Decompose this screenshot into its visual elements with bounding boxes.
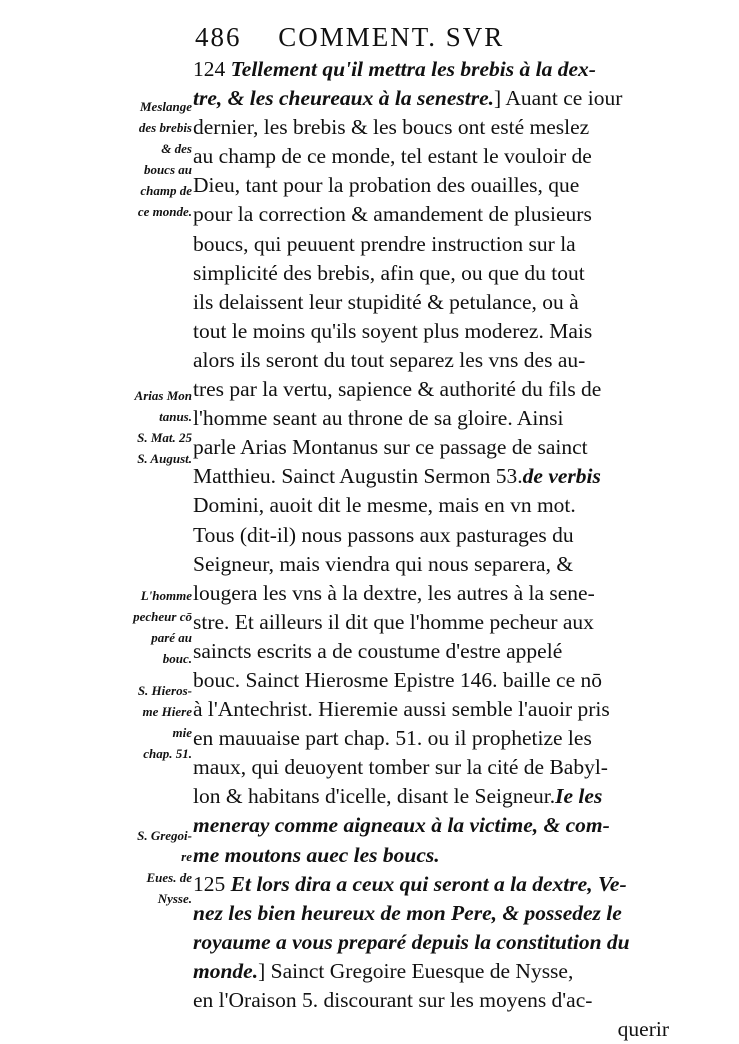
- text-roman: ] Auant ce iour: [494, 86, 623, 111]
- text-roman: boucs, qui peuuent prendre instruction sur la: [193, 231, 576, 256]
- text-roman: 124: [193, 57, 231, 81]
- margin-note-gregoire: [96, 825, 192, 909]
- text-line: [193, 811, 669, 840]
- text-italic: me moutons auec les boucs.: [193, 842, 440, 867]
- text-line: [193, 171, 669, 200]
- text-roman: bouc. Sainct Hierosme Epistre 146. baille ce nō: [193, 667, 602, 692]
- text-roman: l'homme seant au throne de sa gloire. Ainsi: [193, 406, 564, 431]
- margin-note-line: pecheur cō: [133, 609, 192, 624]
- margin-note-line: Meslange: [140, 99, 192, 114]
- text-roman: Matthieu. Sainct Augustin Sermon 53.: [193, 464, 523, 489]
- running-title: COMMENT. SVR: [278, 22, 505, 52]
- text-roman: saincts escrits a de coustume d'estre appelé: [193, 638, 563, 663]
- text-italic: meneray comme aigneaux à la victime, & com-: [193, 813, 610, 838]
- text-roman: ] Sainct Gregoire Euesque de Nysse,: [258, 958, 574, 983]
- text-line: [193, 84, 669, 113]
- text-line: [193, 317, 669, 346]
- text-italic: monde.: [193, 958, 259, 983]
- text-roman: Seigneur, mais viendra qui nous separera, &: [193, 551, 574, 576]
- text-italic: tre, & les cheureaux à la senestre.: [193, 86, 494, 111]
- margin-note-line: & des: [161, 141, 192, 156]
- margin-note-line: S. Hieros-: [137, 683, 192, 698]
- text-roman: tres par la vertu, sapience & authorité du fils de: [193, 377, 602, 402]
- text-roman: pour la correction & amandement de plusieurs: [193, 202, 592, 227]
- text-line: [193, 928, 669, 957]
- margin-note-line: re: [181, 849, 192, 864]
- text-roman: en l'Oraison 5. discourant sur les moyens d'ac-: [193, 988, 593, 1012]
- text-roman: 125: [193, 871, 231, 896]
- text-italic: de verbis: [522, 464, 601, 489]
- text-italic: Tellement qu'il mettra les brebis à la dex-: [230, 57, 596, 81]
- text-line: [193, 462, 669, 491]
- margin-note-line: paré au: [151, 630, 192, 645]
- text-line: [193, 899, 669, 928]
- text-roman: alors ils seront du tout separez les vns des au-: [193, 347, 586, 372]
- text-line: [193, 579, 669, 608]
- text-line: [193, 841, 669, 870]
- text-line: [193, 521, 669, 550]
- text-italic: nez les bien heureux de mon Pere, & possedez le: [193, 900, 622, 925]
- text-roman: à l'Antechrist. Hieremie aussi semble l'auoir pris: [193, 697, 610, 722]
- text-line: [193, 259, 669, 288]
- text-line: [193, 666, 669, 695]
- text-line: [193, 637, 669, 666]
- text-italic: Et lors dira a ceux qui seront a la dextre, Ve-: [230, 871, 627, 896]
- text-line: [193, 142, 669, 171]
- margin-note-line: Arias Mon: [134, 388, 192, 403]
- margin-note-line: me Hiere: [142, 704, 192, 719]
- text-line: [193, 113, 669, 142]
- text-roman: lon & habitans d'icelle, disant le Seigneur.: [193, 784, 556, 809]
- text-roman: dernier, les brebis & les boucs ont esté meslez: [193, 115, 590, 140]
- text-line: [193, 491, 669, 520]
- margin-note-homme-pecheur: [96, 585, 192, 669]
- text-line: [193, 608, 669, 637]
- margin-note-line: S. Mat. 25: [137, 430, 192, 445]
- text-line: [193, 55, 669, 84]
- main-text: [193, 55, 669, 1044]
- margin-note-line: Nysse.: [157, 891, 192, 906]
- text-roman: ils delaissent leur stupidité & petulance, ou à: [193, 289, 579, 314]
- text-line: [193, 986, 669, 1015]
- text-line: [193, 346, 669, 375]
- margin-note-line: ce monde.: [137, 204, 192, 219]
- margin-note-arias-montanus: [96, 385, 192, 469]
- text-roman: querir: [617, 1017, 669, 1042]
- text-roman: Domini, auoit dit le mesme, mais en vn mot.: [193, 493, 576, 518]
- text-line: [193, 200, 669, 229]
- text-italic: royaume a vous preparé depuis la constitution du: [193, 929, 630, 954]
- text-line: [193, 404, 669, 433]
- text-roman: tout le moins qu'ils soyent plus moderez. Mais: [193, 318, 593, 343]
- margin-note-line: champ de: [140, 183, 192, 198]
- text-roman: Dieu, tant pour la probation des ouailles, que: [193, 173, 580, 198]
- margin-note-line: Eues. de: [146, 870, 192, 885]
- margin-note-meslange: [96, 96, 192, 222]
- text-line: [193, 550, 669, 579]
- text-line: [193, 782, 669, 811]
- text-line: [193, 870, 669, 899]
- margin-note-line: des brebis: [138, 120, 192, 135]
- text-line: [193, 695, 669, 724]
- text-line: [193, 375, 669, 404]
- text-roman: maux, qui deuoyent tomber sur la cité de Babyl-: [193, 755, 608, 780]
- text-line: [193, 724, 669, 753]
- text-roman: parle Arias Montanus sur ce passage de sainct: [193, 435, 588, 460]
- margin-note-line: mie: [172, 725, 192, 740]
- page-number: 486: [195, 22, 242, 52]
- text-line: [193, 288, 669, 317]
- text-roman: lougera les vns à la dextre, les autres à la sene-: [193, 580, 595, 605]
- margin-note-line: S. Gregoi-: [137, 828, 192, 843]
- margin-note-line: bouc.: [162, 651, 192, 666]
- page-header: [195, 22, 665, 53]
- margin-note-line: chap. 51.: [143, 746, 192, 761]
- text-roman: au champ de ce monde, tel estant le vouloir de: [193, 144, 592, 169]
- text-line: [193, 957, 669, 986]
- text-italic: Ie les: [555, 784, 603, 809]
- text-roman: Tous (dit-il) nous passons aux pasturages du: [193, 522, 574, 547]
- text-line: [193, 1015, 669, 1044]
- text-roman: simplicité des brebis, afin que, ou que du tout: [193, 260, 585, 285]
- text-line: [193, 433, 669, 462]
- text-line: [193, 753, 669, 782]
- margin-note-line: L'homme: [140, 588, 192, 603]
- text-roman: stre. Et ailleurs il dit que l'homme pecheur aux: [193, 609, 594, 634]
- margin-note-line: boucs au: [143, 162, 192, 177]
- margin-note-line: S. August.: [137, 451, 192, 466]
- text-line: [193, 230, 669, 259]
- margin-note-line: tanus.: [159, 409, 192, 424]
- text-roman: en mauuaise part chap. 51. ou il prophetize les: [193, 726, 592, 751]
- margin-note-hierosme: [96, 680, 192, 764]
